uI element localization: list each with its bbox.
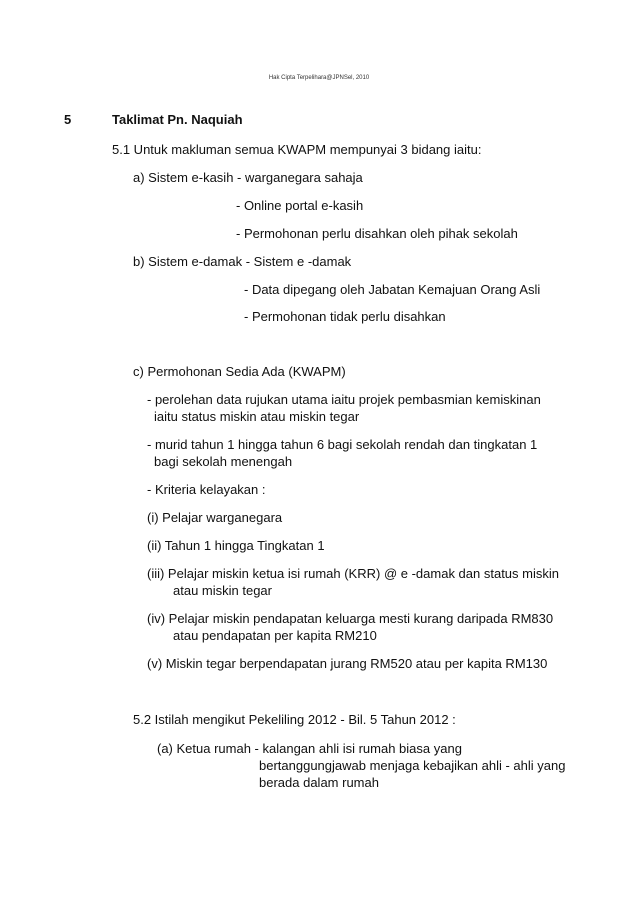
section-number: 5	[64, 112, 72, 127]
permohonan-point-2-cont: bagi sekolah menengah	[154, 454, 293, 469]
kriteria-item-1: (i) Pelajar warganegara	[147, 510, 283, 525]
kriteria-item-4-cont: atau pendapatan per kapita RM210	[173, 628, 377, 643]
permohonan-point-1-cont: iaitu status miskin atau miskin tegar	[154, 409, 360, 424]
ekasih-point-2: - Permohonan perlu disahkan oleh pihak sekolah	[236, 226, 518, 241]
edamak-heading: b) Sistem e-damak - Sistem e -damak	[133, 254, 352, 269]
item-5-2-intro: 5.2 Istilah mengikut Pekeliling 2012 - Bil. 5 Tahun 2012 :	[133, 712, 456, 727]
ekasih-point-1: - Online portal e-kasih	[236, 198, 364, 213]
edamak-point-1: - Data dipegang oleh Jabatan Kemajuan Orang Asli	[244, 282, 541, 297]
kriteria-heading: - Kriteria kelayakan :	[147, 482, 266, 497]
section-title: Taklimat Pn. Naquiah	[112, 112, 243, 127]
ketua-rumah-definition-cont-2: berada dalam rumah	[259, 775, 379, 790]
edamak-point-2: - Permohonan tidak perlu disahkan	[244, 309, 446, 324]
ketua-rumah-definition: (a) Ketua rumah - kalangan ahli isi rumah biasa yang	[157, 741, 462, 756]
permohonan-point-2: - murid tahun 1 hingga tahun 6 bagi sekolah rendah dan tingkatan 1	[147, 437, 538, 452]
ekasih-heading: a) Sistem e-kasih - warganegara sahaja	[133, 170, 363, 185]
ketua-rumah-definition-cont-1: bertanggungjawab menjaga kebajikan ahli - ahli yang	[259, 758, 566, 773]
kriteria-item-4: (iv) Pelajar miskin pendapatan keluarga mesti kurang daripada RM830	[147, 611, 554, 626]
copyright-header: Hak Cipta Terpelihara@JPNSel, 2010	[268, 75, 370, 81]
kriteria-item-5: (v) Miskin tegar berpendapatan jurang RM520 atau per kapita RM130	[147, 656, 548, 671]
permohonan-point-1: - perolehan data rujukan utama iaitu projek pembasmian kemiskinan	[147, 392, 541, 407]
kriteria-item-2: (ii) Tahun 1 hingga Tingkatan 1	[147, 538, 325, 553]
kriteria-item-3: (iii) Pelajar miskin ketua isi rumah (KRR) @ e -damak dan status miskin	[147, 566, 559, 581]
item-5-1-intro: 5.1 Untuk makluman semua KWAPM mempunyai 3 bidang iaitu:	[112, 142, 482, 157]
permohonan-heading: c) Permohonan Sedia Ada (KWAPM)	[133, 364, 346, 379]
kriteria-item-3-cont: atau miskin tegar	[173, 583, 272, 598]
